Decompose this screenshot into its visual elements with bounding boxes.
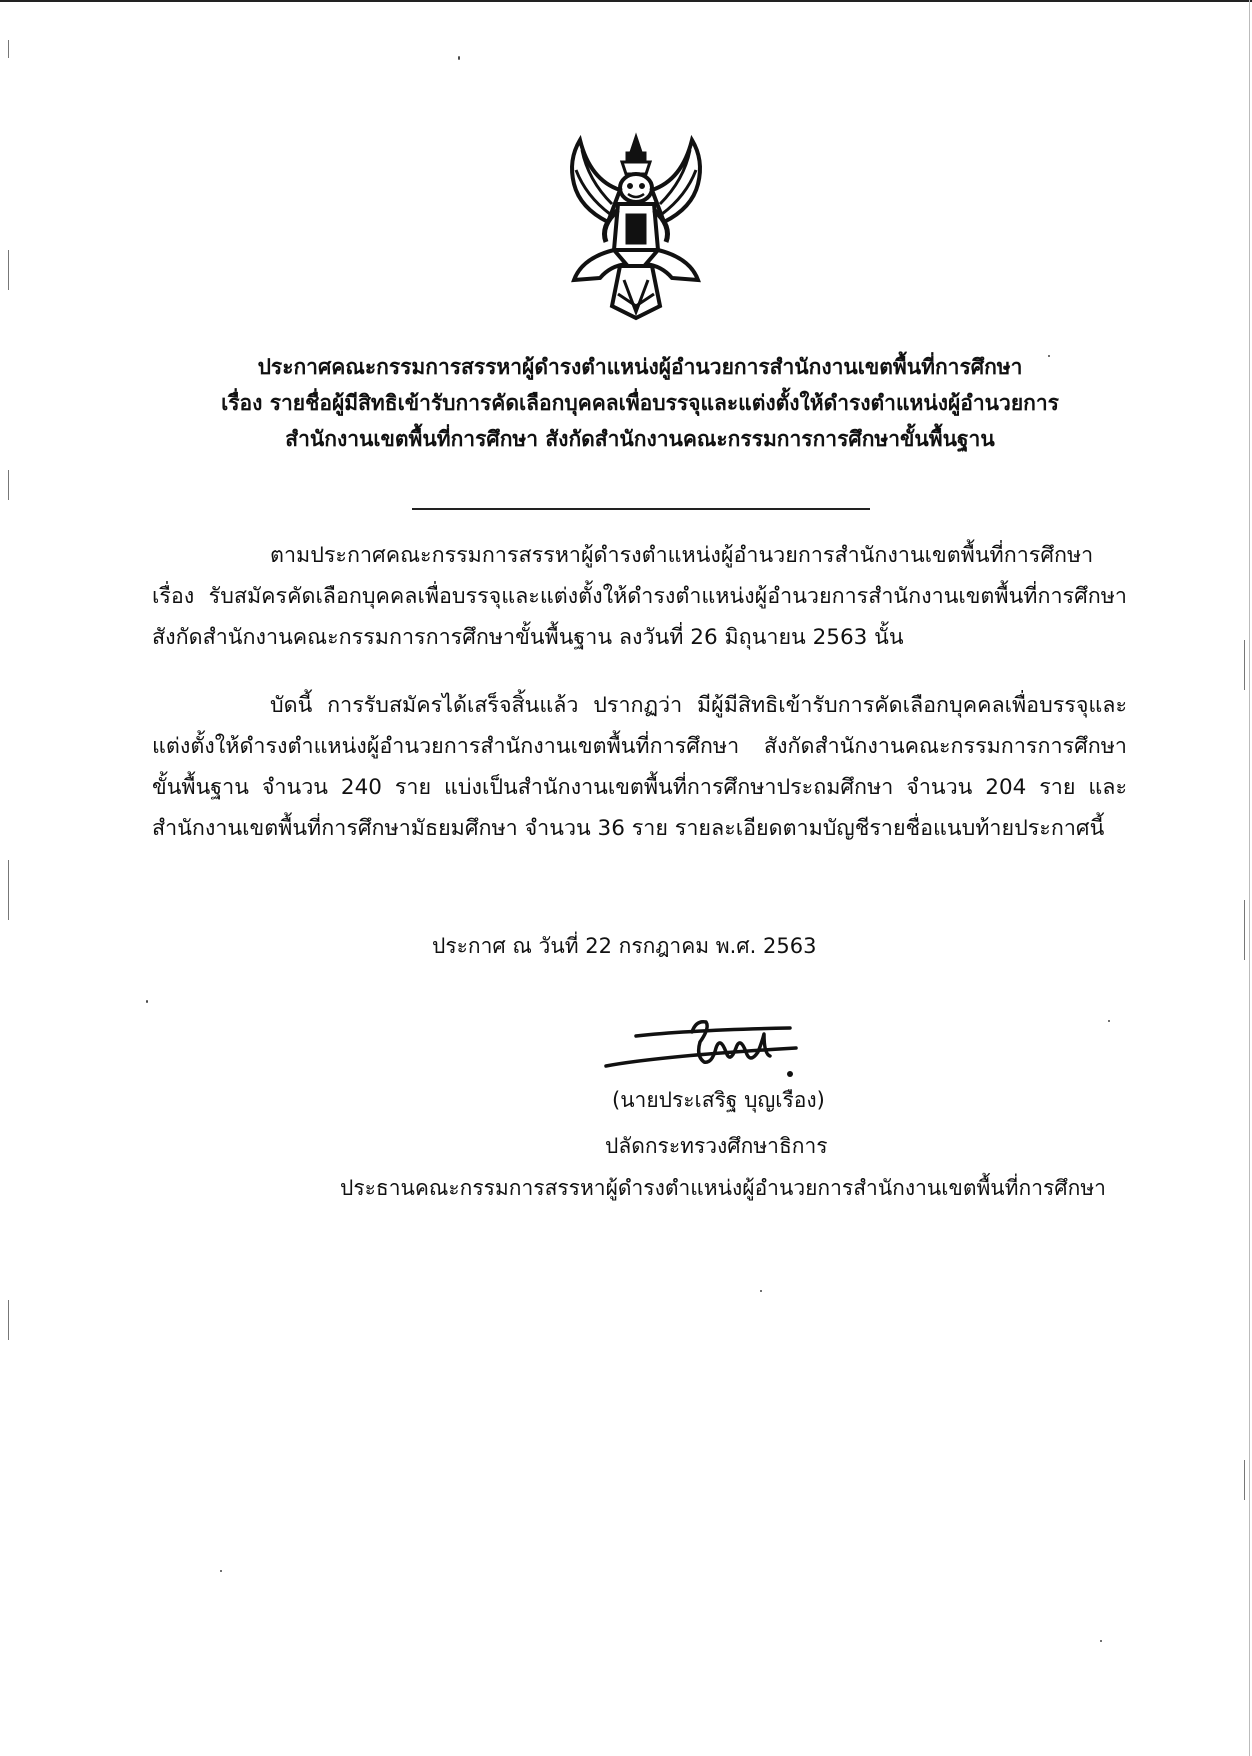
- scan-mark: [1244, 640, 1245, 690]
- garuda-emblem-icon: [560, 130, 712, 322]
- heading-line-3: สำนักงานเขตพื้นที่การศึกษา สังกัดสำนักงานคณะกรรมการการศึกษาขั้นพื้นฐาน: [285, 427, 995, 451]
- announcement-date: ประกาศ ณ วันที่ 22 กรกฎาคม พ.ศ. 2563: [432, 934, 817, 958]
- scan-speck: [1100, 1640, 1102, 1642]
- signatory-name: (นายประเสริฐ บุญเรือง): [612, 1088, 825, 1112]
- scan-speck: [146, 1000, 148, 1003]
- scan-edge-top: [0, 0, 1252, 2]
- scan-mark: [1244, 1460, 1245, 1500]
- handwritten-signature-icon: [600, 1012, 800, 1080]
- signatory-position-1: ปลัดกระทรวงศึกษาธิการ: [605, 1134, 828, 1158]
- heading-line-2: เรื่อง รายชื่อผู้มีสิทธิเข้ารับการคัดเลือกบุคคลเพื่อบรรจุและแต่งตั้งให้ดำรงตำแหน่งผู้อำนวยการ: [221, 391, 1059, 415]
- paragraph-2-text: บัดนี้ การรับสมัครได้เสร็จสิ้นแล้ว ปรากฏว่า มีผู้มีสิทธิเข้ารับการคัดเลือกบุคคลเพื่อบรรจุและแต่งตั้งให้ดำรงตำแหน่งผู้อำนวยการสำนักงานเขตพื้นที่การศึกษา สังกัดสำนักงานคณะกรรมการการศึกษาขั้นพื้นฐาน จำนวน 240 ราย แบ่งเป็นสำนักงานเขตพื้นที่การศึกษาประถมศึกษา จำนวน 204 ราย และสำนักงานเขตพื้นที่การศึกษามัธยมศึกษา จำนวน 36 ราย รายละเอียดตามบัญชีรายชื่อแนบท้ายประกาศนี้: [152, 693, 1127, 841]
- scan-speck: [458, 56, 460, 60]
- paragraph-1-text: ตามประกาศคณะกรรมการสรรหาผู้ดำรงตำแหน่งผู้อำนวยการสำนักงานเขตพื้นที่การศึกษา เรื่อง รับสมัครคัดเลือกบุคคลเพื่อบรรจุและแต่งตั้งให้ดำรงตำแหน่งผู้อำนวยการสำนักงานเขตพื้นที่การศึกษา สังกัดสำนักงานคณะกรรมการการศึกษาขั้นพื้นฐาน ลงวันที่ 26 มิถุนายน 2563 นั้น: [152, 543, 1127, 650]
- scan-speck: [1048, 355, 1050, 357]
- scan-mark: [8, 1300, 9, 1340]
- scan-mark: [8, 250, 9, 290]
- scan-speck: [220, 1570, 222, 1572]
- body-paragraph-2: [152, 685, 1127, 849]
- heading-divider: [412, 508, 870, 510]
- scan-edge-right: [1249, 0, 1250, 1756]
- scan-speck: [1108, 1020, 1110, 1022]
- heading-line-1: ประกาศคณะกรรมการสรรหาผู้ดำรงตำแหน่งผู้อำนวยการสำนักงานเขตพื้นที่การศึกษา: [257, 355, 1023, 379]
- body-paragraph-1: [152, 535, 1127, 658]
- scan-mark: [1244, 900, 1245, 960]
- scan-speck: [760, 1290, 762, 1292]
- scan-mark: [8, 470, 9, 500]
- scan-mark: [8, 860, 9, 920]
- signatory-position-2: ประธานคณะกรรมการสรรหาผู้ดำรงตำแหน่งผู้อำนวยการสำนักงานเขตพื้นที่การศึกษา: [340, 1176, 1106, 1200]
- scan-mark: [8, 40, 9, 58]
